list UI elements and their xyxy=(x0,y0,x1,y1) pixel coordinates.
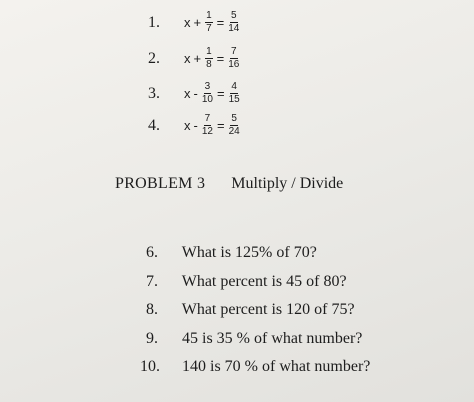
question-text: 45 is 35 % of what number? xyxy=(182,330,363,347)
fraction-right xyxy=(229,114,240,137)
equation-number: 1. xyxy=(148,13,160,31)
numerator: 1 xyxy=(206,10,212,21)
question-number: 8. xyxy=(146,301,158,318)
fraction-left xyxy=(202,82,213,105)
denominator: 15 xyxy=(228,94,240,105)
question-number: 9. xyxy=(146,330,158,347)
denominator: 8 xyxy=(206,59,212,70)
variable: x xyxy=(184,51,191,66)
variable: x xyxy=(184,118,191,133)
equals-sign: = xyxy=(216,51,225,66)
equation-number: 2. xyxy=(148,49,160,67)
equation-3 xyxy=(148,82,241,105)
question-8 xyxy=(146,301,355,319)
variable: x xyxy=(184,15,191,30)
numerator: 5 xyxy=(231,113,237,124)
fraction-right xyxy=(228,47,239,70)
equals-sign: = xyxy=(216,15,225,30)
problem-subtitle: Multiply / Divide xyxy=(231,175,344,192)
numerator: 1 xyxy=(206,46,212,57)
numerator: 7 xyxy=(231,46,237,57)
fraction-right xyxy=(229,82,240,105)
variable: x xyxy=(184,86,191,101)
numerator: 4 xyxy=(231,81,237,92)
operator: - xyxy=(193,118,198,133)
question-text: 140 is 70 % of what number? xyxy=(182,358,371,375)
fraction-left xyxy=(205,47,213,70)
question-number: 7. xyxy=(146,273,158,290)
question-number: 6. xyxy=(146,244,158,261)
operator: + xyxy=(193,15,202,30)
question-text: What percent is 120 of 75? xyxy=(181,301,355,318)
equation-number: 3. xyxy=(148,84,160,102)
denominator: 10 xyxy=(201,94,213,105)
denominator: 16 xyxy=(228,59,240,70)
fraction-left xyxy=(205,11,213,34)
equals-sign: = xyxy=(216,118,225,133)
equation-2 xyxy=(148,47,240,70)
question-7 xyxy=(146,273,347,291)
operator: + xyxy=(193,51,202,66)
question-number: 10. xyxy=(140,358,160,375)
denominator: 12 xyxy=(201,126,213,137)
numerator: 5 xyxy=(231,10,237,21)
problem-heading xyxy=(115,175,343,193)
equation-number: 4. xyxy=(148,116,160,134)
equals-sign: = xyxy=(216,86,225,101)
equation-1 xyxy=(148,11,240,34)
numerator: 3 xyxy=(204,81,211,92)
equation-4 xyxy=(148,114,241,137)
fraction-right xyxy=(228,11,239,34)
denominator: 14 xyxy=(228,23,240,34)
problem-label: PROBLEM 3 xyxy=(115,175,206,192)
fraction-left xyxy=(202,114,213,137)
question-9 xyxy=(146,330,362,348)
denominator: 24 xyxy=(228,126,240,137)
numerator: 7 xyxy=(204,113,211,124)
question-10 xyxy=(140,358,370,376)
question-text: What is 125% of 70? xyxy=(181,244,317,261)
question-6 xyxy=(146,244,317,262)
denominator: 7 xyxy=(206,23,212,34)
operator: - xyxy=(193,86,198,101)
question-text: What percent is 45 of 80? xyxy=(181,273,347,290)
